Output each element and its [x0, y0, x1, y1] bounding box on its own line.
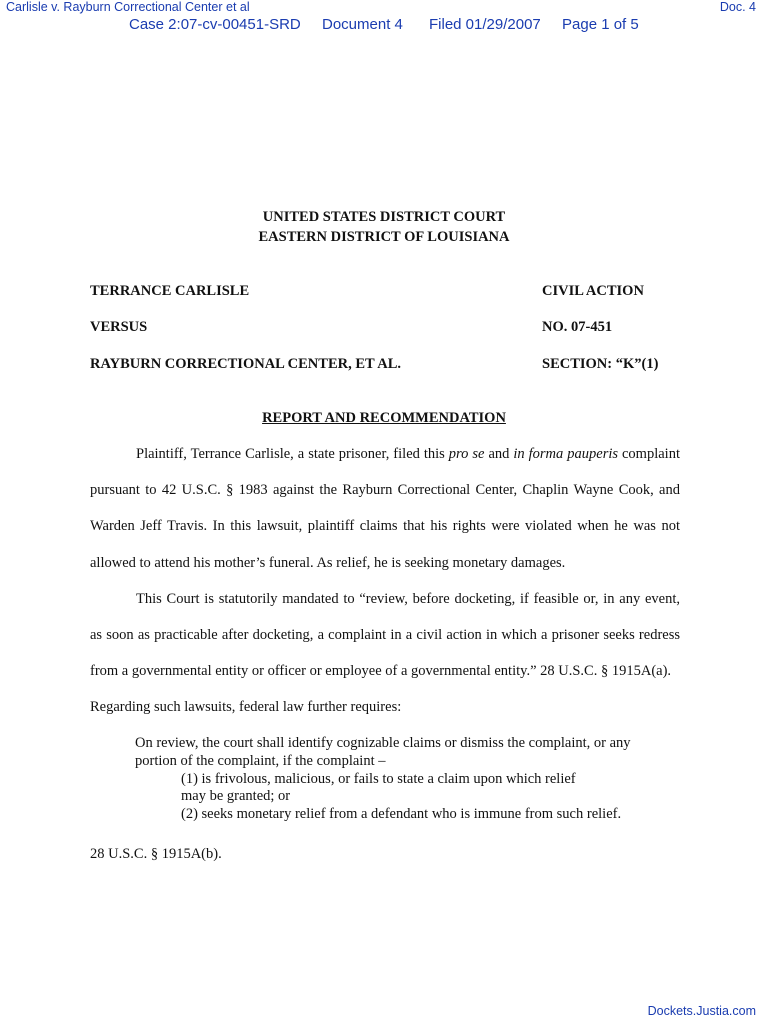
paragraph-1: Plaintiff, Terrance Carlisle, a state prisoner, filed this pro se and in forma pauperis complaint pursuant to 42 U.S.C. § 1983 against the Rayburn Correctional Center, Chaplin Wayne Cook, and Warden Jeff Travis. In this lawsuit, plaintiff claims that his rights were violated when he was not allowed to attend his mother’s funeral. As relief, he is seeking monetary damages.: [90, 446, 680, 571]
page-count: Page 1 of 5: [562, 16, 639, 33]
case-no: NO. 07-451: [542, 319, 613, 335]
court-name: UNITED STATES DISTRICT COURT: [262, 209, 506, 225]
citation: 28 U.S.C. § 1915A(b).: [90, 846, 222, 862]
doc-number-link[interactable]: Doc. 4: [719, 0, 756, 14]
paragraph-2: This Court is statutorily mandated to “review, before docketing, if feasible or, in any event, as soon as practicable after docketing, a complaint in a civil action in which a prisoner seeks redress from a governmental entity or officer or employee of a governmental entity.” 28 U.S.C. § 1915A(a).: [90, 590, 680, 680]
justia-link[interactable]: Dockets.Justia.com: [647, 1004, 756, 1018]
action-type: CIVIL ACTION: [542, 283, 644, 299]
quote-item-1: (1) is frivolous, malicious, or fails to state a claim upon which relief: [181, 770, 576, 787]
docket-title-link[interactable]: Carlisle v. Rayburn Correctional Center et al: [6, 0, 250, 14]
defendant-name: RAYBURN CORRECTIONAL CENTER, ET AL.: [90, 356, 402, 372]
body-text: [90, 436, 680, 726]
versus-label: VERSUS: [90, 319, 148, 335]
quote-item-2: (2) seeks monetary relief from a defendant who is immune from such relief.: [181, 806, 622, 823]
court-district: EASTERN DISTRICT OF LOUISIANA: [258, 229, 510, 245]
statute-quote: [135, 735, 640, 824]
section-label: SECTION: “K”(1): [542, 356, 659, 372]
plaintiff-name: TERRANCE CARLISLE: [90, 283, 250, 299]
document-number: Document 4: [322, 16, 403, 33]
quote-item-1-cont: may be granted; or: [181, 788, 291, 805]
quote-line: portion of the complaint, if the complaint –: [135, 752, 386, 769]
report-title: REPORT AND RECOMMENDATION: [262, 410, 506, 426]
case-number: Case 2:07-cv-00451-SRD: [129, 16, 301, 33]
quote-line: On review, the court shall identify cognizable claims or dismiss the complaint, or any: [135, 735, 631, 751]
paragraph-3: Regarding such lawsuits, federal law further requires:: [90, 699, 402, 716]
filed-date: Filed 01/29/2007: [429, 16, 541, 33]
